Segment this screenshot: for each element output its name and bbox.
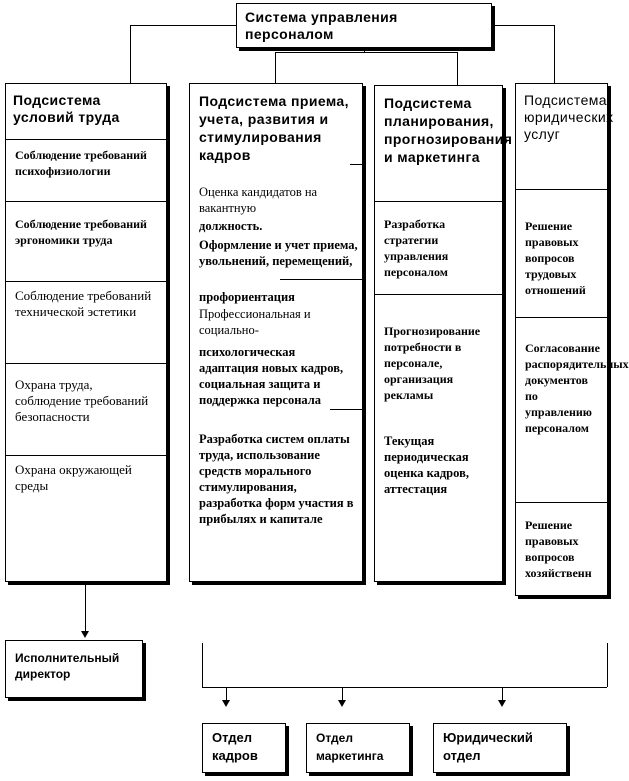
col2-text-3: Оформление и учет приема, увольнений, перемещений, xyxy=(199,238,358,268)
connector-col1 xyxy=(130,25,131,83)
arrow-director xyxy=(81,631,89,638)
col3-item-3: Текущая периодическая оценка кадров, аттестация xyxy=(384,434,469,496)
legal-label: Юридический отдел xyxy=(443,730,533,763)
col3-title: Подсистема планирования, прогнозирования и маркетинга xyxy=(384,95,513,165)
connector-hr xyxy=(226,687,227,701)
arrow-hr xyxy=(222,700,230,707)
marketing-label: Отдел маркетинга xyxy=(316,731,384,763)
connector-top-bus xyxy=(130,25,236,26)
hr-label: Отдел кадров xyxy=(212,730,258,763)
col4-item-2: Согласование распорядительных документов по управлению персоналом xyxy=(516,317,607,502)
col4-item-3: Решение правовых вопросов хозяйственн xyxy=(516,502,607,595)
root-box xyxy=(236,3,492,48)
arrow-marketing xyxy=(338,700,346,707)
connector-marketing xyxy=(342,687,343,701)
col2-text-7: Разработка систем оплаты труда, использование средств морального стимулирования, разработка форм участия в прибылях и капитале xyxy=(199,432,354,526)
connector-director xyxy=(85,585,86,631)
director-box xyxy=(5,640,143,698)
connector-col3 xyxy=(457,52,458,85)
root-title: Система управления персоналом xyxy=(245,9,398,42)
bracket-left xyxy=(202,643,203,687)
col1-item-1: Соблюдение требований психофизиологии xyxy=(6,139,166,201)
connector-mid-bus xyxy=(275,52,457,53)
col4-box xyxy=(515,83,629,596)
col1-box xyxy=(5,83,167,582)
connector-col4 xyxy=(554,25,555,83)
connector-col2 xyxy=(275,52,276,83)
col3-item-2: Прогнозирование потребности в персонале, организация рекламы xyxy=(375,294,502,412)
legal-box xyxy=(433,723,567,773)
col1-item-3: Соблюдение требований технической эстетики xyxy=(6,281,166,363)
col1-title: Подсистема условий труда xyxy=(13,92,120,125)
col2-divider-3 xyxy=(330,409,364,410)
col3-box xyxy=(374,85,513,582)
connector-legal xyxy=(502,687,503,701)
col2-text-4: профориентация xyxy=(199,290,295,304)
col1-item-5: Охрана окружающей среды xyxy=(6,455,166,581)
hr-box xyxy=(202,723,286,773)
col1-item-2: Соблюдение требований эргономики труда xyxy=(6,201,166,281)
col1-item-4: Охрана труда, соблюдение требований безопасности xyxy=(6,363,166,455)
col2-text-6: психологическая адаптация новых кадров, социальная защита и поддержка персонала xyxy=(199,345,344,407)
col2-text-1: Оценка кандидатов на вакантную xyxy=(199,185,318,215)
arrow-legal xyxy=(498,700,506,707)
col3-item-1: Разработка стратегии управления персоналом xyxy=(375,201,502,294)
col2-title: Подсистема приема, учета, развития и стимулирования кадров xyxy=(199,93,349,163)
director-label: Исполнительный директор xyxy=(15,651,120,681)
marketing-box xyxy=(306,723,410,773)
col4-item-1: Решение правовых вопросов трудовых отношений xyxy=(516,189,607,317)
col2-box xyxy=(189,83,363,582)
bracket-right xyxy=(607,643,608,687)
col2-text-2: должность. xyxy=(199,219,263,233)
connector-top-bus-right xyxy=(492,25,554,26)
col2-divider-1 xyxy=(350,164,364,165)
col4-title: Подсистема юридических услуг xyxy=(524,92,614,142)
bracket-bottom xyxy=(202,687,607,688)
col2-divider-2 xyxy=(280,279,364,280)
col2-text-5: Профессиональная и социально- xyxy=(199,307,311,337)
